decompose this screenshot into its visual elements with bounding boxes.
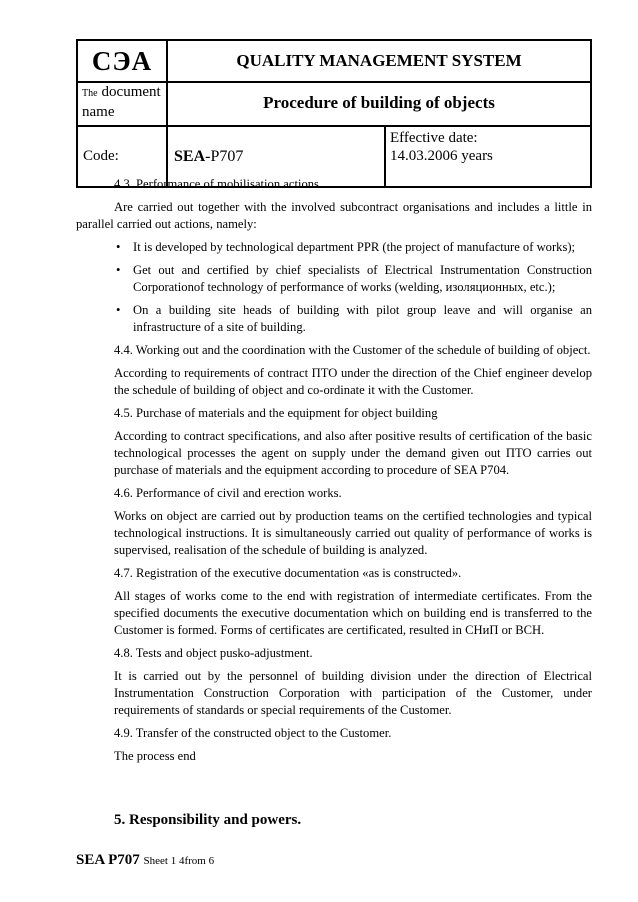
section-4-8-title: 4.8. Tests and object pusko-adjustment.	[114, 646, 313, 660]
mobilisation-bullet-list	[76, 239, 592, 336]
bullet-text: On a building site heads of building with pilot group leave and will organise an infrastructure of a site of building.	[133, 303, 592, 334]
document-name-label	[78, 81, 168, 125]
section-4-7-title: 4.7. Registration of the executive documentation «as is constructed».	[114, 566, 462, 580]
section-4-5-title: 4.5. Purchase of materials and the equipment for object building	[114, 406, 438, 420]
bullet-icon: •	[116, 303, 121, 317]
header-row-1	[78, 41, 590, 83]
list-item	[76, 239, 592, 256]
effective-date-label: Effective date:	[390, 130, 478, 146]
document-body	[76, 176, 592, 765]
section-4-6-text: Works on object are carried out by production teams on the certified technologies and typical technological instructions. It is simultaneously carried out quality of performance of works is supervised, realisation of the schedule of building is analyzed.	[114, 509, 592, 557]
effective-date-value: 14.03.2006 years	[390, 148, 493, 164]
section-4-7-text: All stages of works come to the end with registration of intermediate certificates. From the specified documents the executive documentation which on building end is transferred to the Customer is formed. Forms of certificates are certificated, resulted in СНиП or ВСН.	[114, 589, 592, 637]
process-end-text: The process end	[114, 749, 196, 763]
list-item	[76, 262, 592, 296]
section-4-6-title: 4.6. Performance of civil and erection works.	[114, 486, 342, 500]
procedure-title: Procedure of building of objects	[263, 93, 495, 112]
code-value-bold: SEA	[174, 147, 206, 165]
page-footer	[76, 852, 214, 869]
doc-name-label-rest: document	[101, 84, 161, 100]
document-header-table	[76, 39, 592, 188]
section-4-3-title: 4.3. Performance of mobilisation actions.	[114, 177, 323, 191]
bullet-text: It is developed by technological department PPR (the project of manufacture of works);	[133, 240, 576, 254]
company-logo: СЭА	[78, 41, 168, 81]
section-4-4-text: According to requirements of contract ПТО under the direction of the Chief engineer develop the schedule of building of object and co-ordinate it with the Customer.	[114, 366, 592, 397]
header-row-2	[78, 81, 590, 127]
doc-name-label-line2: name	[82, 104, 115, 120]
section-4-4-title: 4.4. Working out and the coordination with the Customer of the schedule of building of object.	[114, 343, 591, 357]
bullet-text: Get out and certified by chief specialists of Electrical Instrumentation Construction Corporationof technology of performance of works (welding, изоляционных, etc.);	[133, 263, 592, 294]
section-4-5-text: According to contract specifications, and also after positive results of certification of the basic technological processes the agent on supply under the demand given out ПТО carries out purchase of materials and the equipment according to procedure of SEA P704.	[114, 429, 592, 477]
section-5-heading: 5. Responsibility and powers.	[114, 812, 302, 828]
footer-sheet-text: Sheet 1 4from 6	[143, 855, 215, 867]
code-value-rest: -P707	[205, 147, 244, 165]
section-4-3-text: Are carried out together with the involved subcontract organisations and includes a little in parallel carried out actions, namely:	[76, 200, 592, 231]
list-item	[76, 302, 592, 336]
system-title: QUALITY MANAGEMENT SYSTEM	[236, 51, 522, 70]
bullet-icon: •	[116, 263, 121, 277]
doc-name-label-small: The	[82, 88, 98, 99]
footer-code: SEA P707	[76, 852, 140, 868]
code-label: Code:	[78, 125, 168, 188]
section-4-9-title: 4.9. Transfer of the constructed object to the Customer.	[114, 726, 392, 740]
bullet-icon: •	[116, 240, 121, 254]
section-4-8-text: It is carried out by the personnel of building division under the direction of Electrical Instrumentation Construction Corporation with participation of the Customer, under requirements of standards or special requirements of the Customer.	[114, 669, 592, 717]
